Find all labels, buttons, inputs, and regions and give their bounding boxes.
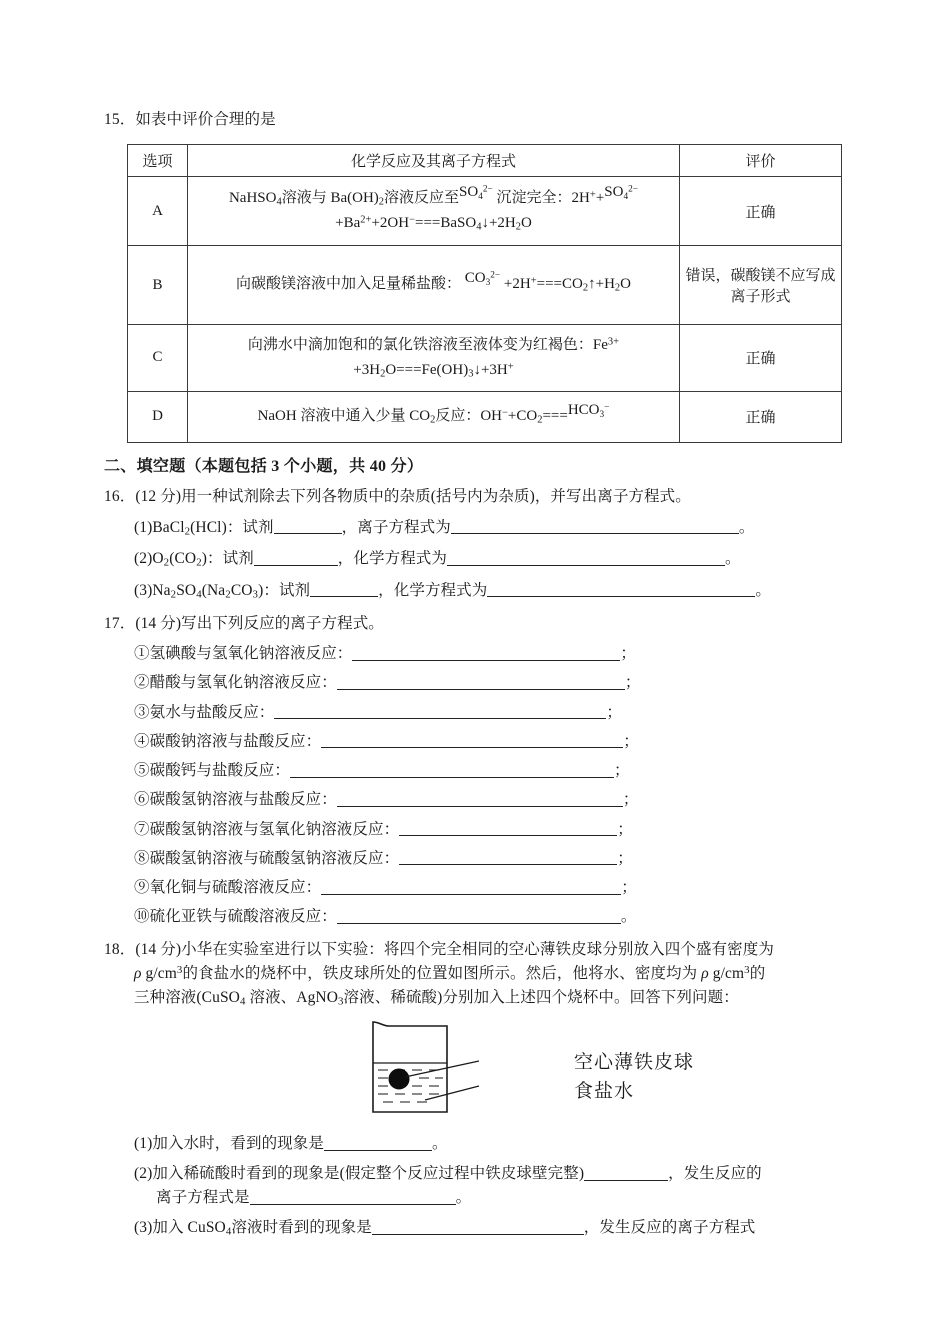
question-16-number: 16． — [104, 487, 136, 505]
row-c-equation — [188, 325, 680, 392]
q17-item4-marker: ④ — [134, 732, 150, 750]
question-17-item-8 — [104, 847, 846, 870]
question-17-item-2 — [104, 671, 846, 694]
row-c-evaluation: 正确 — [680, 325, 842, 392]
table-row — [128, 325, 842, 392]
question-17-item-6 — [104, 788, 846, 811]
question-17-number: 17． — [104, 615, 136, 633]
section-2-heading: 二、填空题（本题包括 3 个小题，共 40 分） — [104, 457, 424, 475]
row-c-option: C — [128, 325, 188, 392]
question-16-stem — [104, 485, 846, 509]
q17-item7-marker: ⑦ — [134, 820, 150, 838]
q17-item7-end: ； — [617, 820, 633, 838]
row-b-option: B — [128, 246, 188, 325]
question-17-item-4 — [104, 730, 846, 753]
table-row — [128, 177, 842, 246]
q16-item1-label: (1)BaCl$_2$(HCl)：试剂 — [134, 518, 274, 538]
question-18-item-3 — [104, 1216, 846, 1241]
q17-item9-blank[interactable] — [321, 878, 621, 895]
row-d-evaluation: 正确 — [680, 391, 842, 442]
row-d-eq-pre: NaOH 溶液中通入少量 $CO_2$反应：$OH^-+CO_2===$ — [257, 407, 568, 426]
beaker-diagram-svg — [359, 1018, 574, 1122]
row-b-formula-carbonate: $CO_3^{2-}$ — [464, 270, 501, 288]
q17-item5-blank[interactable] — [290, 761, 614, 778]
q17-item6-end: ； — [622, 791, 639, 809]
row-a-evaluation: 正确 — [680, 177, 842, 246]
question-18-item-2-line2 — [104, 1186, 846, 1210]
q17-item9-end: ； — [621, 879, 637, 897]
question-17-stem — [104, 612, 846, 636]
q18-item1-blank[interactable] — [324, 1134, 432, 1151]
q17-item5-end: ； — [614, 762, 630, 780]
q16-item1-mid: ，离子方程式为 — [341, 518, 451, 536]
row-b-eq-mid: $+2H^+===CO_2↑+H_2O$ — [500, 275, 631, 295]
q17-item5-text: 碳酸钙与盐酸反应： — [149, 762, 291, 780]
question-16-item-3 — [104, 579, 846, 604]
row-d-option: D — [128, 391, 188, 442]
question-18-item-1 — [104, 1132, 846, 1156]
q17-item1-blank[interactable] — [352, 644, 620, 661]
q17-item10-marker: ⑩ — [134, 908, 150, 926]
q17-item2-end: ； — [624, 674, 641, 692]
question-15-stem — [104, 108, 846, 132]
q16-item2-label: $(2)O_2(CO_2)$：试剂 — [134, 550, 254, 569]
q16-item2-reagent-blank[interactable] — [254, 549, 338, 566]
iron-ball — [389, 1069, 409, 1089]
q17-item8-marker: ⑧ — [134, 849, 150, 867]
header-option: 选项 — [128, 145, 188, 177]
row-a-eq-mid: 沉淀完全：2H++ — [492, 189, 605, 206]
row-a-option: A — [128, 177, 188, 246]
q18-item3-blank[interactable] — [372, 1218, 584, 1235]
q18-item3-label: (3)加入 CuSO$_4$溶液时看到的现象是 — [134, 1219, 372, 1239]
q17-item4-blank[interactable] — [321, 732, 623, 749]
row-a-eq-line2: $+Ba^{2+}+2OH^-===BaSO_4↓+2H_2O$ — [335, 214, 532, 233]
q16-item3-mid: ，化学方程式为 — [378, 581, 488, 599]
question-17-item-3 — [104, 701, 846, 724]
row-c-eq-pre: 向沸水中滴加饱和的氯化铁溶液至液体变为红褐色：$Fe^{3+}$ — [247, 336, 620, 354]
question-16-item-1 — [104, 516, 846, 541]
question-16-stem-text: (12 分)用一种试剂除去下列各物质中的杂质(括号内为杂质)，并写出离子方程式。 — [135, 487, 691, 505]
q17-item1-text: 氢碘酸与氢氧化钠溶液反应： — [149, 645, 353, 663]
figure-label-hollow-iron-ball: 空心薄铁皮球 — [574, 1052, 695, 1074]
q17-item7-blank[interactable] — [399, 820, 617, 837]
q17-item10-end: 。 — [620, 908, 637, 926]
q16-item3-equation-blank[interactable] — [487, 581, 755, 598]
beaker-outline — [373, 1022, 447, 1112]
table-row — [128, 246, 842, 325]
q18-item2-tail: ，发生反应的 — [668, 1165, 762, 1183]
row-b-equation — [188, 246, 680, 325]
q16-item1-end: 。 — [738, 518, 755, 536]
question-15-stem-text: 如表中评价合理的是 — [135, 111, 276, 128]
row-b-evaluation-text: 错误，碳酸镁不应写成离子形式 — [685, 268, 836, 306]
q17-item1-end: ； — [620, 645, 637, 663]
q17-item8-blank[interactable] — [399, 849, 617, 866]
row-a-equation — [188, 177, 680, 246]
q18-item2-line2-end: 。 — [455, 1189, 472, 1207]
q17-item6-blank[interactable] — [337, 790, 623, 807]
header-equation: 化学反应及其离子方程式 — [188, 145, 680, 177]
row-d-equation — [188, 391, 680, 442]
question-18-stem-line1 — [104, 938, 846, 962]
q18-item3-tail: ，发生反应的离子方程式 — [583, 1219, 756, 1237]
question-17-item-1 — [104, 642, 846, 665]
figure-label-salt-water: 食盐水 — [574, 1081, 635, 1103]
question-18-stem-line3 — [104, 986, 846, 1011]
q16-item3-label: $(3)Na_2SO_4(Na_2CO_3)$：试剂 — [134, 581, 311, 601]
row-b-eq-pre: 向碳酸镁溶液中加入足量稀盐酸： — [236, 276, 462, 293]
q17-item4-end: ； — [623, 732, 639, 750]
question-18-stem-line2 — [104, 962, 846, 986]
question-18-number: 18． — [104, 940, 136, 958]
question-17-item-7 — [104, 818, 846, 841]
q17-item6-marker: ⑥ — [134, 791, 150, 809]
question-17-item-10 — [104, 905, 846, 928]
table-row — [128, 391, 842, 442]
page-content — [104, 108, 846, 1241]
q16-item2-mid: ，化学方程式为 — [337, 550, 447, 568]
q17-item2-text: 醋酸与氢氧化钠溶液反应： — [149, 674, 337, 692]
q16-item2-end: 。 — [725, 550, 741, 568]
q16-item1-reagent-blank[interactable] — [274, 518, 342, 535]
q18-stem-text-1: (14 分)小华在实验室进行以下实验：将四个完全相同的空心薄铁皮球分别放入四个盛有密度为 — [135, 940, 774, 958]
q17-item4-text: 碳酸钠溶液与盐酸反应： — [149, 732, 322, 750]
q17-item3-marker: ③ — [134, 703, 150, 721]
q18-stem-text-2a: ρ $g/cm^3$的食盐水的烧杯中，铁皮球所处的位置如图所示。然后，他将水、密度均为 ρ $g/cm^3$的 — [134, 963, 766, 982]
q18-item2-label: (2)加入稀硫酸时看到的现象是(假定整个反应过程中铁皮球壁完整) — [134, 1165, 585, 1183]
evaluation-table — [127, 144, 842, 443]
question-18-item-2 — [104, 1162, 846, 1186]
q17-item3-text: 氨水与盐酸反应： — [149, 703, 275, 721]
q16-item3-reagent-blank[interactable] — [310, 581, 378, 598]
row-a-formula-sulfate-2: $SO_4^{2-}$ — [604, 183, 639, 202]
header-evaluation: 评价 — [680, 145, 842, 177]
q16-item1-equation-blank[interactable] — [451, 518, 739, 535]
q17-item7-text: 碳酸氢钠溶液与氢氧化钠溶液反应： — [149, 820, 400, 838]
q17-item3-end: ； — [606, 703, 623, 721]
q17-item9-marker: ⑨ — [134, 879, 150, 897]
q17-item1-marker: ① — [134, 645, 150, 663]
row-d-formula-bicarbonate: $HCO_3^-$ — [567, 401, 610, 420]
q17-item9-text: 氧化铜与硫酸溶液反应： — [149, 879, 322, 897]
row-a-eq-pre: NaHSO$_4$溶液与 $Ba(OH)_2$溶液反应至 — [228, 189, 460, 208]
q16-item3-end: 。 — [755, 581, 771, 599]
q18-item2-line2-blank[interactable] — [250, 1188, 456, 1205]
q16-item2-equation-blank[interactable] — [447, 549, 725, 566]
q18-item2-line2-label: 离子方程式是 — [156, 1189, 250, 1207]
q18-item1-label: (1)加入水时，看到的现象是 — [134, 1135, 324, 1153]
table-header-row — [128, 145, 842, 177]
q17-item2-blank[interactable] — [337, 673, 625, 690]
row-b-evaluation — [680, 246, 842, 325]
question-17-stem-text: (14 分)写出下列反应的离子方程式。 — [135, 615, 384, 633]
q18-item2-blank[interactable] — [584, 1164, 668, 1181]
question-16-item-2 — [104, 547, 846, 572]
q17-item3-blank[interactable] — [274, 703, 606, 720]
q18-stem-text-3: 三种溶液(CuSO$_4$ 溶液、AgNO$_3$溶液、稀硫酸)分别加入上述四个烧杯中。回答下列问题： — [134, 988, 739, 1008]
question-15-number: 15． — [104, 111, 136, 128]
q17-item5-marker: ⑤ — [134, 762, 150, 780]
row-c-eq-line2: $+3H_2O===Fe(OH)_3↓+3H^+$ — [353, 361, 514, 380]
q17-item10-blank[interactable] — [337, 907, 621, 924]
q18-item1-end: 。 — [431, 1135, 448, 1153]
question-17-item-5 — [104, 759, 846, 782]
row-a-formula-sulfate-1: $SO_4^{2-}$ — [459, 183, 493, 202]
beaker-figure — [104, 1018, 846, 1126]
question-17-item-9 — [104, 876, 846, 899]
q17-item10-text: 硫化亚铁与硫酸溶液反应： — [149, 908, 337, 926]
q17-item8-end: ； — [617, 849, 633, 867]
q17-item2-marker: ② — [134, 674, 150, 692]
q17-item6-text: 碳酸氢钠溶液与盐酸反应： — [149, 791, 337, 809]
q17-item8-text: 碳酸氢钠溶液与硫酸氢钠溶液反应： — [149, 849, 400, 867]
